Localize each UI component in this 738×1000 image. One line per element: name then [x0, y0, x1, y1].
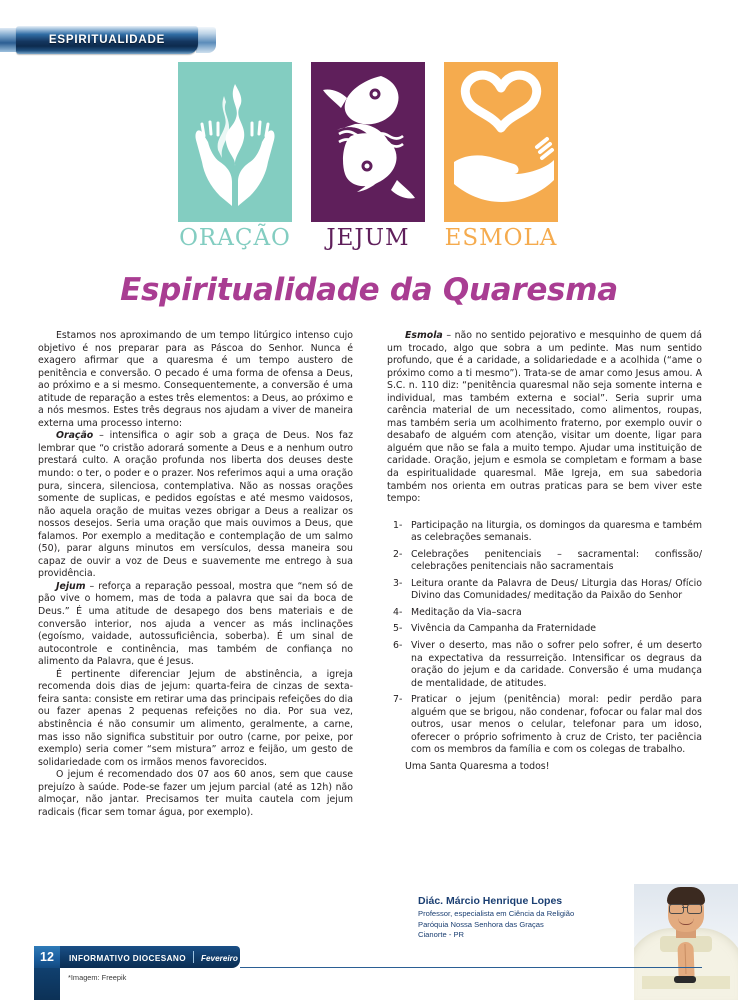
paragraph-jejum — [38, 581, 353, 669]
page-footer — [0, 946, 738, 1000]
practices-list — [387, 520, 702, 757]
list-item — [387, 694, 702, 757]
list-item-text: Viver o deserto, mas não o sofrer pelo sofrer, é um deserto na expectativa da ressurreição. Intensificar os degraus da oração do jejum e da caridade. Conversão é uma mudança de mentalidade, de atitudes. — [411, 640, 702, 689]
list-item-number: 4- — [393, 606, 403, 618]
panel-jejum — [311, 62, 425, 222]
list-item — [387, 640, 702, 690]
footer-rule — [240, 967, 702, 968]
list-item — [387, 623, 702, 636]
footer-image-credit: *Imagem: Freepik — [68, 973, 127, 982]
lead-jejum: Jejum — [56, 580, 86, 592]
list-item — [387, 578, 702, 603]
body-esmola: – não no sentido pejorativo e mesquinho de quem dá um trocado, algo que sobra a um pedinte. Mas num sentido profundo, que é a caridade, a solidariedade e a acolhida (“ame o próximo como a ti mesmo”). Trata-se de amar como Jesus amou. A S.C. n. 110 diz: “penitência quaresmal não seja somente interna e individual, mas também externa e social”. Seria suprir uma carência material de um necessitado, como alimentos, roupas, mas também seria um acolhimento fraterno, por exemplo ouvir o desabafo de alguém com atenção, visitar um doente, ligar para alguém que não se fala a muito tempo. Ajudar uma instituição de caridade. Oração, jejum e esmola se completam e formam a base da espiritualidade quaresmal. Mãe Igreja, em sua sabedoria também nos orienta em outras praticas para se bem viver este tempo: — [387, 330, 702, 505]
paragraph-intro: Estamos nos aproximando de um tempo litúrgico intenso cujo objetivo é nos preparar para as Páscoa do Senhor. Nunca é exagero afirmar que a quaresma é um tempo austero de penitência e conversão. O pecado é uma forma de ofensa a Deus, ao próximo e a si mesmo. Consequentemente, a conversão é uma atitude de reparação a estes três elementos: a Deus, ao próximo e a nós mesmos. Estes três degraus nos ajudam a viver de maneira externa uma processo interno: — [38, 330, 353, 429]
list-item-number: 1- — [393, 519, 403, 531]
photo-glasses-bridge — [682, 907, 687, 908]
footer-page-tail — [34, 968, 60, 1000]
left-column — [38, 330, 353, 819]
body-oracao: – intensifica o agir sob a graça de Deus. Nos faz lembrar que “o cristão adorará somente a Deus e a nenhum outro prestará culto. A oração profunda nos liberta dos deuses deste mundo: o ter, o poder e o prazer. Nos referimos aqui a uma oração pura, sincera, silenciosa, contemplativa. Não as nossas orações somente de suplicas, e pedidos egoístas e até mesmo vaidosos, não aquela oração de muitas vezes obrigar a Deus a realizar os nossos desejos. Seria uma oração que mais ouvimos a Deus, que falamos. Por exemplo a meditação e contemplação de um salmo (50), parar alguns minutos em versículos, dessa maneira sou capaz de ouvir a voz de Deus e suavemente me entrego à sua providência. — [38, 430, 353, 580]
section-header-ribbon — [0, 26, 216, 54]
body-jejum: – reforça a reparação pessoal, mostra que “nem só de pão vive o homem, mas de toda a palavra que sai da boca de Deus.” É uma atitude de desapego dos bens materiais e de conversão interior, nos ajuda a vencer as más inclinações (egoísmo, vaidade, autossuficiência, soberba). É um sinal de autocontrole e continência, mas também de confiança no alimento da Palavra, que é Jesus. — [38, 580, 353, 668]
two-fish-icon — [311, 62, 425, 222]
panel-oracao — [178, 62, 292, 222]
paragraph-esmola — [387, 330, 702, 506]
footer-divider — [193, 951, 194, 963]
paragraph-abstinencia: É pertinente diferenciar Jejum de abstinência, a igreja recomenda dois dias de jejum: quarta-feira de cinzas de sexta-feira santa: consiste em retirar uma das principais refeições do dia ou fazer apenas 2 pequenas refeições no dia. Por sua vez, abstinência é não consumir um alimento, geralmente, a carne, mas isso não significa substituir por outro (carne, por peixe, por exemplo) seria comer “sem mistura” arroz e feijão, um gesto de solidariedade com os irmãos menos favorecidos. — [38, 668, 353, 768]
panel-esmola — [444, 62, 558, 222]
list-item-number: 5- — [393, 623, 403, 635]
praying-hands-flame-icon — [178, 62, 292, 222]
list-item — [387, 607, 702, 620]
list-item-number: 7- — [393, 694, 403, 706]
right-column — [387, 330, 702, 774]
list-item-text: Celebrações penitenciais – sacramental: confissão/ celebrações penitenciais não sacramentais — [411, 548, 702, 573]
closing-line: Uma Santa Quaresma a todos! — [405, 760, 550, 772]
panel-caption-jejum: JEJUM — [326, 225, 410, 251]
footer-page-number: 12 — [34, 946, 60, 968]
panel-caption-esmola: ESMOLA — [444, 225, 558, 251]
footer-publication-name: INFORMATIVO DIOCESANO — [69, 954, 186, 963]
list-item-text: Leitura orante da Palavra de Deus/ Liturgia das Horas/ Ofício Divino das Comunidades/ meditação da Paixão do Senhor — [411, 577, 702, 602]
photo-hair — [667, 887, 705, 905]
photo-glasses-left — [669, 904, 684, 914]
list-item — [387, 549, 702, 574]
paragraph-jejum-idade: O jejum é recomendado dos 07 aos 60 anos, sem que cause prejuízo à saúde. Pode-se fazer um jejum parcial (até as 12h) não almoçar, não jantar. Precisamos ter muita cautela com jejum radicais (ficar sem tomar água, por exemplo). — [38, 769, 353, 818]
author-name: Diác. Márcio Henrique Lopes — [418, 895, 563, 907]
footer-publication-bar — [60, 946, 271, 968]
ribbon-right-fold — [196, 27, 216, 53]
author-location: Cianorte - PR — [418, 930, 465, 939]
list-item-number: 3- — [393, 577, 403, 589]
lead-oracao: Oração — [56, 430, 94, 442]
paragraph-oracao — [38, 430, 353, 581]
panel-caption-oracao: ORAÇÃO — [179, 225, 291, 251]
list-item — [387, 520, 702, 545]
hand-holding-heart-icon — [444, 62, 558, 222]
list-item-number: 2- — [393, 548, 403, 560]
lenten-triptych-image — [178, 62, 560, 257]
author-parish: Paróquia Nossa Senhora das Graças — [418, 919, 544, 929]
section-label: ESPIRITUALIDADE — [48, 34, 166, 46]
page-title: Espiritualidade da Quaresma — [120, 272, 618, 308]
list-item-text: Praticar o jejum (penitência) moral: pedir perdão para alguém que se brigou, não condenar, fofocar ou falar mal dos outros, usar menos o celular, telefonar para um idoso, oferecer o próprio sofrimento à cruz de Cristo, ter paciência com os membros da família e com os colegas de trabalho. — [411, 694, 702, 756]
author-signature — [418, 895, 648, 941]
photo-glasses-right — [687, 904, 702, 914]
list-item-text: Meditação da Via–sacra — [411, 606, 522, 618]
list-item-text: Vivência da Campanha da Fraternidade — [411, 623, 597, 635]
list-item-text: Participação na liturgia, os domingos da quaresma e também as celebrações semanais. — [411, 519, 702, 544]
author-role: Professor, especialista em Ciência da Religião — [418, 909, 575, 918]
footer-issue-date: Fevereiro de 2023 — [200, 954, 271, 963]
lead-esmola: Esmola — [405, 330, 443, 341]
list-item-number: 6- — [393, 640, 403, 652]
